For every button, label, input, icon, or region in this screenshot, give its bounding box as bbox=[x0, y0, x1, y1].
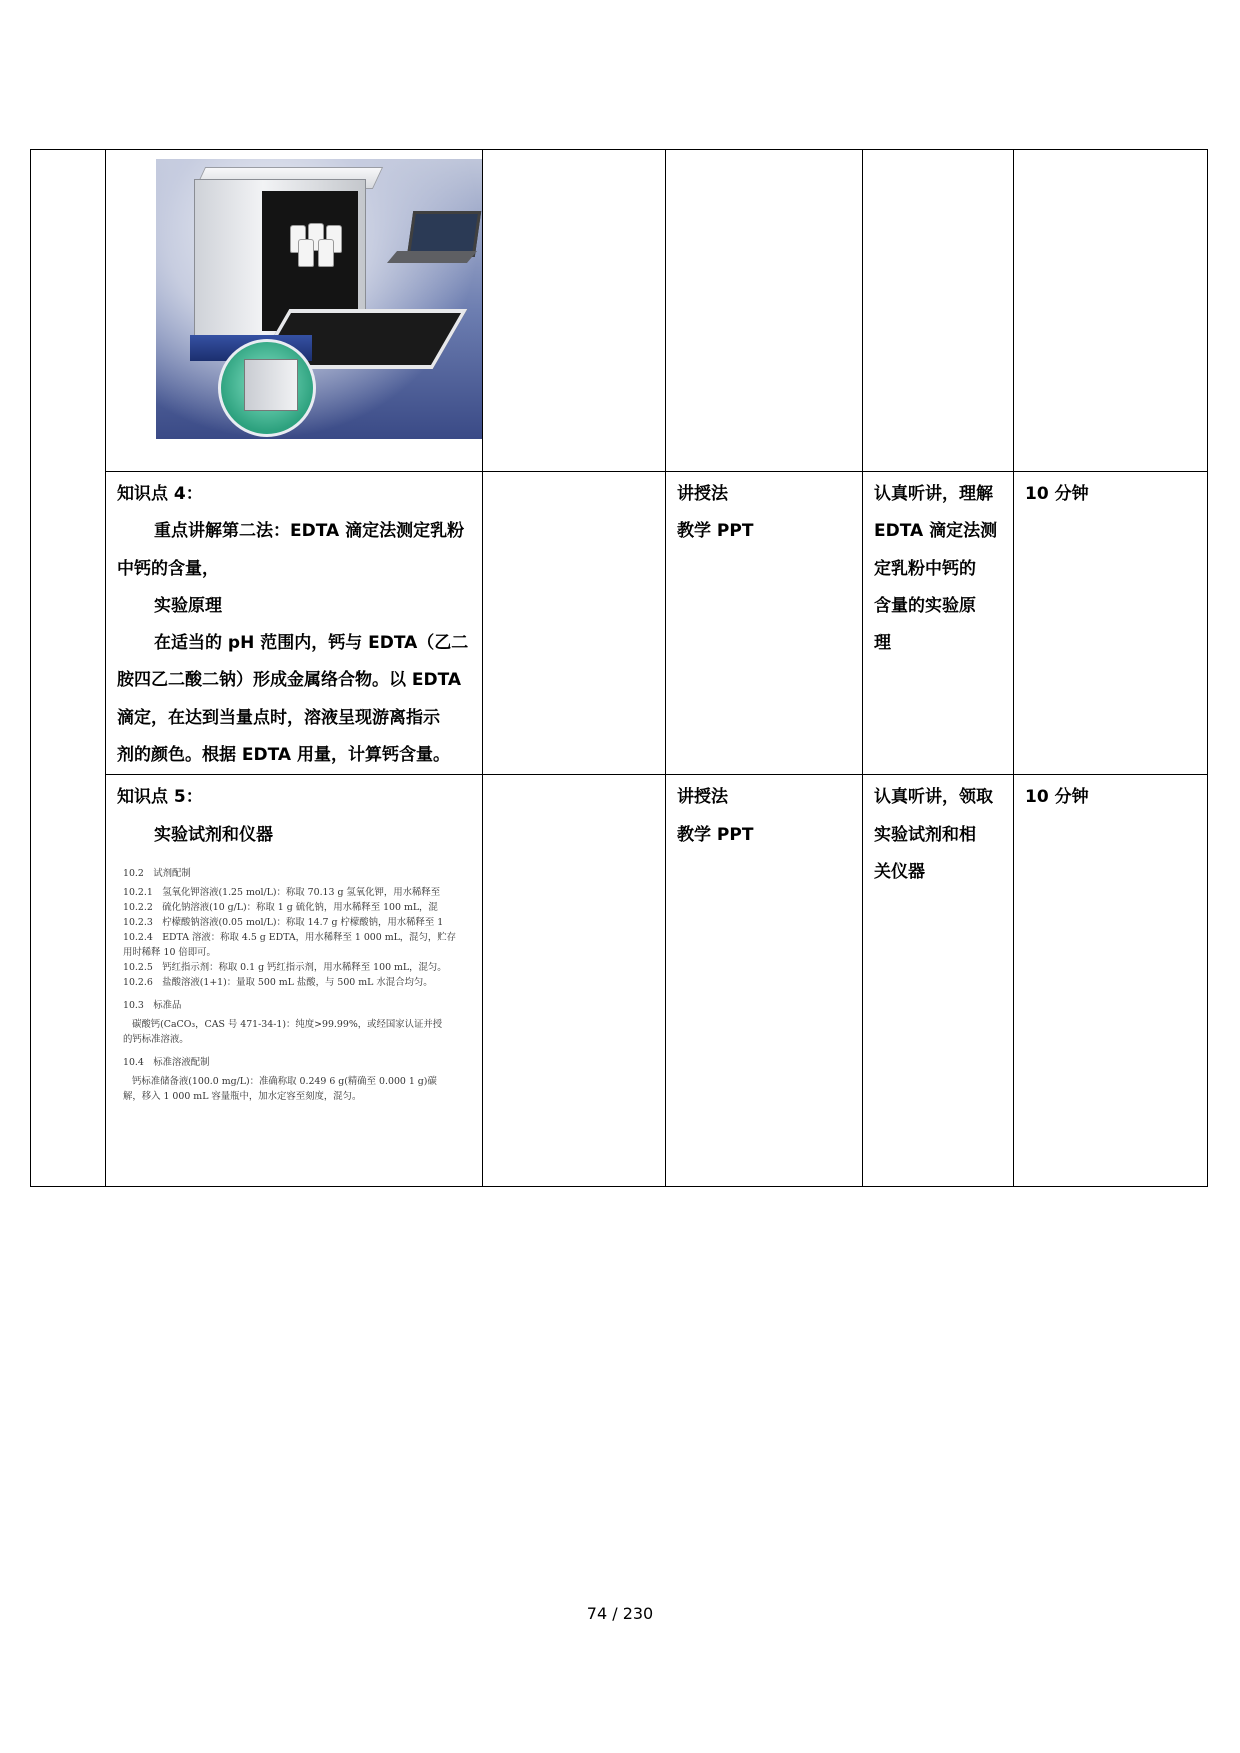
student-line: 含量的实验原 bbox=[874, 595, 976, 616]
snippet-heading: 10.3 标准品 bbox=[123, 999, 182, 1011]
time-value: 10 分钟 bbox=[1025, 787, 1089, 808]
student-activity-cell bbox=[863, 775, 1014, 1187]
student-line: 定乳粉中钙的 bbox=[874, 558, 976, 579]
content-cell bbox=[106, 775, 483, 1187]
table-row-knowledge-5 bbox=[31, 775, 1208, 1187]
method-line: 讲授法 bbox=[677, 787, 728, 808]
snippet-heading: 10.2 试剂配制 bbox=[123, 867, 191, 879]
snippet-line: 10.2.1 氢氧化钾溶液(1.25 mol/L)：称取 70.13 g 氢氧化钾，用水稀释至 bbox=[123, 886, 441, 898]
page-number: 74 / 230 bbox=[586, 1604, 654, 1623]
empty-cell bbox=[483, 775, 666, 1187]
student-line: 理 bbox=[874, 633, 891, 654]
content-line: 剂的颜色。根据 EDTA 用量，计算钙含量。 bbox=[117, 745, 450, 766]
student-line: 认真听讲，理解 bbox=[874, 484, 993, 504]
student-line: 实验试剂和相 bbox=[874, 824, 976, 845]
content-line: 重点讲解第二法：EDTA 滴定法测定乳粉 bbox=[154, 521, 465, 542]
knowledge-title: 知识点 5： bbox=[117, 787, 203, 808]
content-line: 滴定，在达到当量点时，溶液呈现游离指示 bbox=[117, 707, 440, 728]
snippet-line: 用时稀释 10 倍即可。 bbox=[123, 946, 216, 958]
table-row-knowledge-4 bbox=[31, 472, 1208, 775]
left-margin-cell bbox=[31, 150, 106, 1187]
snippet-line: 10.2.5 钙红指示剂：称取 0.1 g 钙红指示剂，用水稀释至 100 mL，混匀。 bbox=[123, 961, 447, 973]
snippet-line: 10.2.6 盐酸溶液(1+1)：量取 500 mL 盐酸，与 500 mL 水混合均匀。 bbox=[123, 976, 433, 988]
snippet-line: 钙标准储备液(100.0 mg/L)：准确称取 0.249 6 g(精确至 0.000 1 g)碳 bbox=[132, 1075, 437, 1087]
snippet-line: 解，移入 1 000 mL 容量瓶中，加水定容至刻度，混匀。 bbox=[123, 1090, 362, 1102]
snippet-line: 10.2.3 柠檬酸钠溶液(0.05 mol/L)：称取 14.7 g 柠檬酸钠，用水稀释至 1 bbox=[123, 916, 444, 928]
student-activity-cell bbox=[863, 472, 1014, 775]
time-value: 10 分钟 bbox=[1025, 484, 1089, 504]
snippet-line: 10.2.2 硫化钠溶液(10 g/L)：称取 1 g 硫化钠，用水稀释至 100 mL，混 bbox=[123, 901, 438, 913]
snippet-line: 的钙标准溶液。 bbox=[123, 1033, 189, 1045]
method-line: 教学 PPT bbox=[677, 824, 754, 845]
content-cell bbox=[106, 472, 483, 775]
instrument-photo bbox=[156, 159, 482, 439]
lesson-plan-table bbox=[30, 149, 1208, 1187]
time-cell bbox=[1014, 472, 1208, 775]
content-line: 实验试剂和仪器 bbox=[154, 824, 273, 845]
snippet-line: 10.2.4 EDTA 溶液：称取 4.5 g EDTA，用水稀释至 1 000 mL，混匀，贮存 bbox=[123, 931, 457, 943]
method-line: 讲授法 bbox=[677, 484, 728, 504]
photo-cell bbox=[106, 150, 483, 472]
content-line: 实验原理 bbox=[154, 595, 222, 616]
empty-cell bbox=[483, 472, 666, 775]
content-line: 中钙的含量， bbox=[117, 558, 219, 579]
content-line: 在适当的 pH 范围内，钙与 EDTA（乙二 bbox=[154, 633, 469, 654]
reference-snippet-image bbox=[123, 866, 482, 1104]
student-line: 认真听讲，领取 bbox=[874, 787, 993, 808]
method-cell bbox=[666, 775, 863, 1187]
table-row-instrument-photo bbox=[31, 150, 1208, 472]
snippet-heading: 10.4 标准溶液配制 bbox=[123, 1056, 210, 1068]
knowledge-title: 知识点 4： bbox=[117, 484, 203, 504]
snippet-line: 碳酸钙(CaCO₃，CAS 号 471-34-1)：纯度>99.99%，或经国家认证并授 bbox=[132, 1018, 443, 1030]
method-line: 教学 PPT bbox=[677, 521, 754, 542]
time-cell bbox=[1014, 775, 1208, 1187]
method-cell bbox=[666, 472, 863, 775]
content-line: 胺四乙二酸二钠）形成金属络合物。以 EDTA bbox=[117, 670, 462, 691]
student-line: 关仪器 bbox=[874, 861, 925, 882]
student-line: EDTA 滴定法测 bbox=[874, 521, 998, 542]
